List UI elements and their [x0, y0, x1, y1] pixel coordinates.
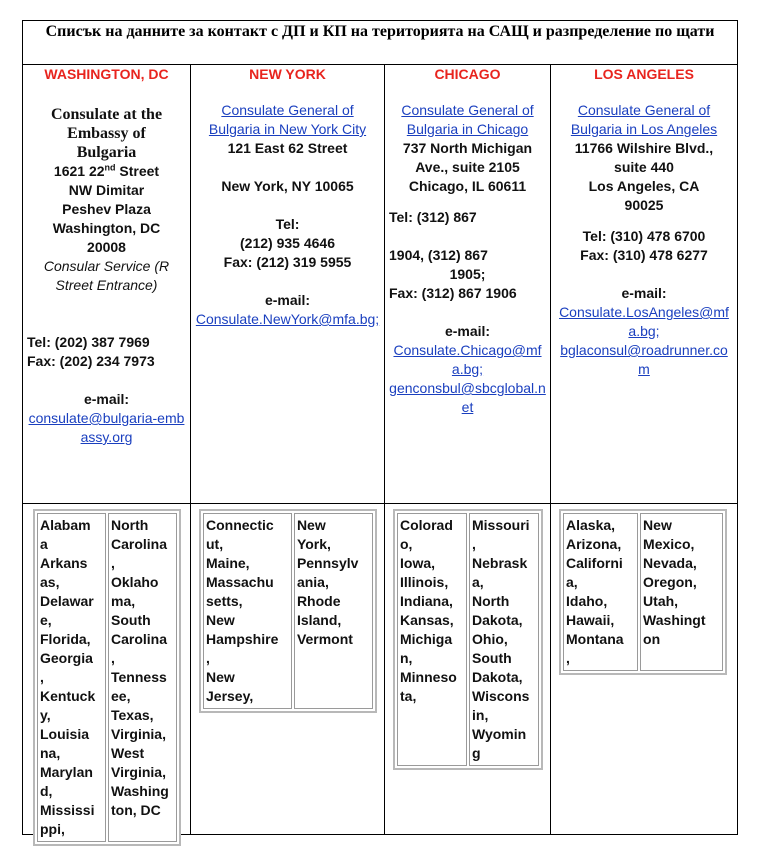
address-line: 90025 [624, 197, 664, 213]
fax: Fax: (202) 234 7973 [27, 353, 155, 369]
email-label: e-mail: [621, 285, 667, 301]
states-box [33, 509, 181, 846]
email-link[interactable]: Consulate.NewYork@mfa.bg; [195, 311, 380, 327]
divider [551, 503, 737, 504]
states-box [199, 509, 377, 713]
column-chicago [385, 65, 551, 835]
states-list-left: Alaska, Arizona, Californi a, Idaho, Hawaii, Montana , [563, 513, 638, 671]
email-link[interactable]: bglaconsul@roadrunner.com [560, 342, 728, 377]
contact-info [27, 105, 186, 447]
address-line: New York, NY 10065 [221, 178, 354, 194]
column-washington [23, 65, 191, 835]
fax: Fax: (212) 319 5955 [223, 254, 352, 270]
states-list-right: North Carolina , Oklaho ma, South Carolina , Tenness ee, Texas, Virginia, West Virginia, Washing ton, DC [108, 513, 177, 842]
consulate-link[interactable]: Consulate General of Bulgaria in Chicago [401, 102, 534, 137]
table-title: Списък на данните за контакт с ДП и КП на територията на САЩ и разпределение по щати [23, 21, 737, 65]
address-street: 1621 22nd Street [53, 162, 160, 179]
city-heading: CHICAGO [434, 66, 501, 82]
contacts-table [22, 20, 738, 835]
email-link[interactable]: consulate@bulgaria-embassy.org [28, 410, 185, 445]
column-new-york [191, 65, 385, 835]
email-label: e-mail: [444, 323, 491, 339]
city-heading: WASHINGTON, DC [44, 66, 169, 82]
address-line: NW Dimitar [68, 182, 145, 198]
divider [23, 503, 190, 504]
states-list-right: New Mexico, Nevada, Oregon, Utah, Washingt on [640, 513, 723, 671]
city-heading: LOS ANGELES [594, 66, 694, 82]
tel: Tel: (202) 387 7969 [27, 334, 150, 350]
contact-info [389, 101, 546, 417]
office-line: Embassy of [67, 125, 146, 142]
states-list-left: Alabam a Arkans as, Delawar e, Florida, Georgia , Kentuck y, Louisia na, Marylan d, Mississi ppi, [37, 513, 106, 842]
fax: Fax: (312) 867 1906 [389, 285, 517, 301]
address-line: 121 East 62 Street [227, 140, 348, 156]
address-line: suite 440 [614, 159, 674, 175]
address-line: 20008 [87, 239, 126, 255]
address-line: 737 North Michigan [402, 140, 533, 156]
fax: Fax: (310) 478 6277 [580, 247, 708, 263]
tel: Tel: (312) 867 [389, 209, 477, 225]
tel: Tel: (310) 478 6700 [582, 228, 706, 244]
address-line: Washington, DC [52, 220, 161, 236]
consulate-link[interactable]: Consulate General of Bulgaria in Los Angeles [570, 102, 718, 137]
states-list-left: Colorad o, Iowa, Illinois, Indiana, Kansas, Michiga n, Minneso ta, [397, 513, 467, 766]
tel-label: Tel: [275, 216, 300, 232]
address-line: Peshev Plaza [62, 201, 151, 217]
address-line: Los Angeles, CA [588, 178, 700, 194]
states-list-left: Connectic ut, Maine, Massachu setts, New Hampshire , New Jersey, [203, 513, 292, 709]
tel: (212) 935 4646 [240, 235, 335, 251]
address-line [195, 158, 380, 177]
address-line: Ave., suite 2105 [415, 159, 520, 175]
states-list-right: New York, Pennsylv ania, Rhode Island, Vermont [294, 513, 373, 709]
consulate-link[interactable]: Consulate General of Bulgaria in New York City [208, 102, 367, 137]
tel: 1904, (312) 867 [389, 247, 488, 263]
office-line: Consulate at the [50, 106, 163, 123]
office-line: Bulgaria [76, 144, 137, 161]
email-label: e-mail: [264, 292, 311, 308]
email-label: e-mail: [83, 391, 130, 407]
contact-info [195, 101, 380, 329]
states-list-right: Missouri , Nebrask a, North Dakota, Ohio, South Dakota, Wiscons in, Wyomin g [469, 513, 539, 766]
divider [191, 503, 384, 504]
divider [385, 503, 550, 504]
column-los-angeles [551, 65, 737, 835]
address-line: Chicago, IL 60611 [408, 178, 527, 194]
city-heading: NEW YORK [249, 66, 326, 82]
service-note: Consular Service (R [43, 258, 170, 274]
email-link[interactable]: genconsbul@sbcglobal.net [389, 380, 546, 415]
service-note: Street Entrance) [55, 277, 158, 293]
email-link[interactable]: Consulate.LosAngeles@mfa.bg; [559, 304, 729, 339]
address-line: 11766 Wilshire Blvd., [574, 140, 714, 156]
states-box [393, 509, 543, 770]
states-box [559, 509, 727, 675]
email-link[interactable]: Consulate.Chicago@mfa.bg; [393, 342, 542, 377]
tel: 1905; [449, 266, 486, 282]
contact-info [555, 101, 733, 379]
